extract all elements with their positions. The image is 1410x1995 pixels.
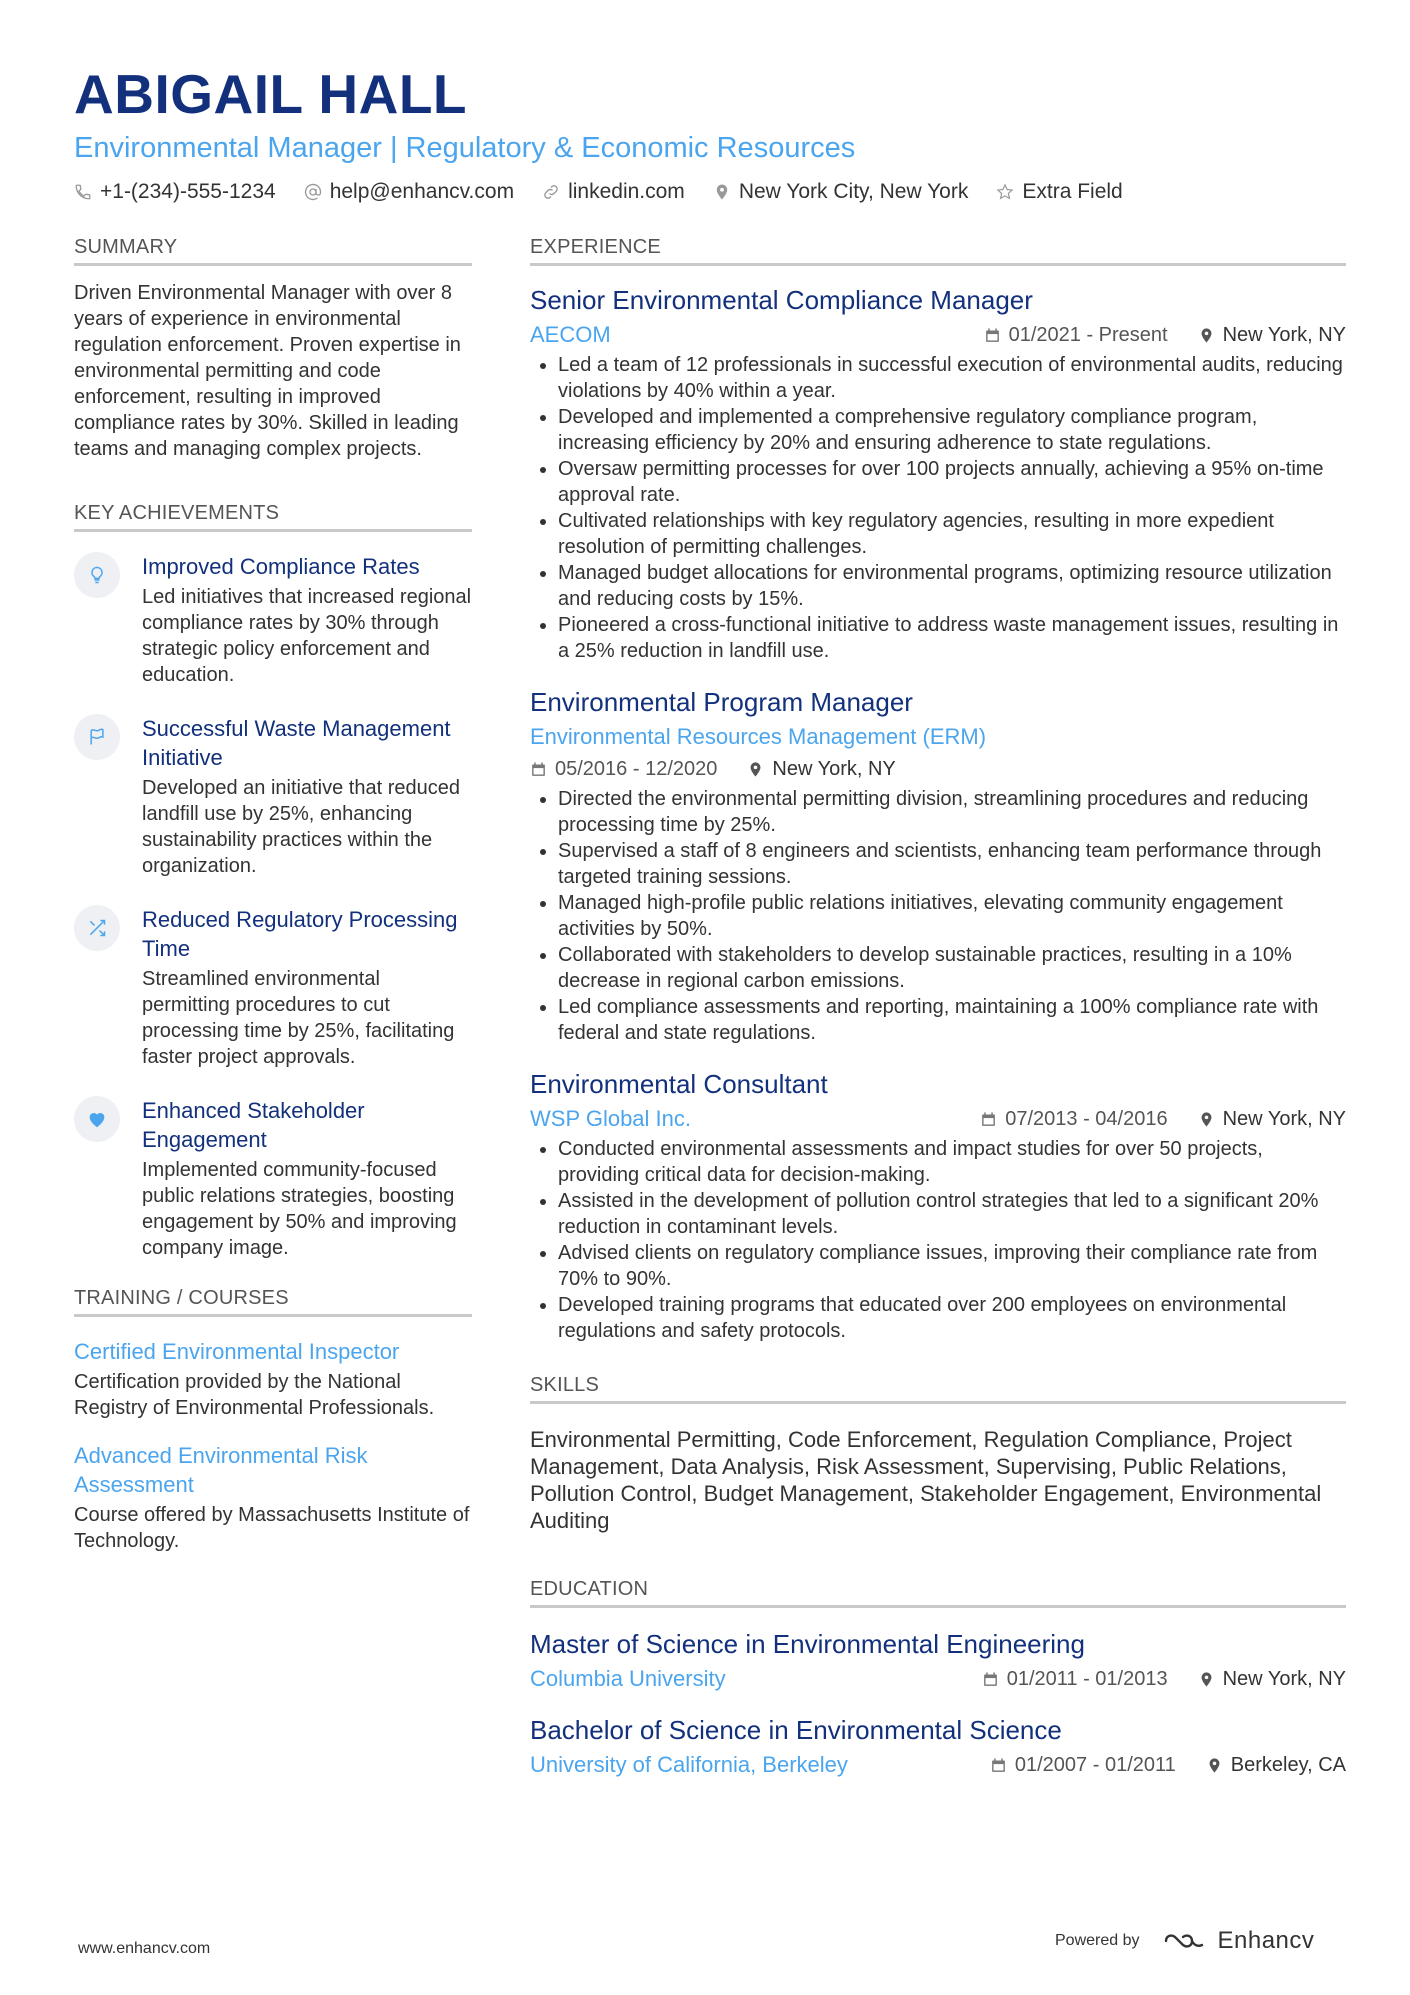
job-title: Senior Environmental Compliance Manager — [530, 285, 1033, 315]
star-icon — [996, 183, 1014, 201]
achievement-title: Improved Compliance Rates — [142, 554, 420, 579]
calendar-icon — [980, 1111, 997, 1128]
school-name: Columbia University — [530, 1666, 726, 1691]
job-bullets — [530, 1136, 1346, 1344]
education-heading: EDUCATION — [530, 1578, 1346, 1608]
calendar-icon — [982, 1671, 999, 1688]
location-text: New York City, New York — [738, 180, 969, 203]
job-bullets — [530, 786, 1346, 1046]
job-dates: 01/2021 - Present — [1008, 323, 1168, 346]
contact-extra — [996, 180, 1122, 204]
education-dates: 01/2007 - 01/2011 — [1014, 1753, 1176, 1776]
brand-name: Enhancv — [1217, 1927, 1315, 1954]
brand-logo[interactable] — [1162, 1927, 1315, 1955]
candidate-title: Environmental Manager | Regulatory & Economic Resources — [74, 132, 856, 164]
job-title: Environmental Program Manager — [530, 687, 913, 717]
experience-heading: EXPERIENCE — [530, 236, 1346, 266]
summary-heading: SUMMARY — [74, 236, 472, 266]
job-entry — [530, 686, 1346, 1046]
footer-website[interactable]: www.enhancv.com — [78, 1940, 211, 1957]
education-location: Berkeley, CA — [1230, 1753, 1346, 1776]
training-heading: TRAINING / COURSES — [74, 1287, 472, 1317]
footer-branding — [1055, 1927, 1314, 1955]
bullet-item: • Assisted in the development of pollution control strategies that led to a significant 20% reduction in contaminant levels. — [558, 1188, 1346, 1240]
bullet-item: • Oversaw permitting processes for over 100 projects annually, achieving a 95% on-time approval rate. — [558, 456, 1346, 508]
bullet-item: • Cultivated relationships with key regulatory agencies, resulting in more expedient resolution of permitting challenges. — [558, 508, 1346, 560]
job-location: New York, NY — [1222, 1107, 1346, 1130]
summary-text: Driven Environmental Manager with over 8 years of experience in environmental regulation enforcement. Proven expertise in environmental permitting and code enforcement, resulting in improved compliance rates by 30%. Skilled in leading teams and managing complex projects. — [74, 282, 461, 460]
achievement-description: Streamlined environmental permitting procedures to cut processing time by 25%, facilitating faster project approvals. — [142, 968, 455, 1068]
bullet-item: • Pioneered a cross-functional initiative to address waste management issues, resulting in a 25% reduction in landfill use. — [558, 612, 1346, 664]
achievement-item — [74, 905, 472, 1070]
job-bullets — [530, 352, 1346, 664]
email-text: help@enhancv.com — [329, 180, 515, 203]
bullet-item: • Developed and implemented a comprehensive regulatory compliance program, increasing efficiency by 20% and ensuring adherence to state regulations. — [558, 404, 1346, 456]
contact-linkedin[interactable] — [542, 180, 685, 204]
course-description: Course offered by Massachusetts Institute of Technology. — [74, 1504, 470, 1552]
bullet-item: • Advised clients on regulatory compliance issues, improving their compliance rate from 70% to 90%. — [558, 1240, 1346, 1292]
job-entry — [530, 280, 1346, 664]
course-title: Certified Environmental Inspector — [74, 1339, 400, 1364]
flag-icon — [74, 714, 120, 760]
company-name: AECOM — [530, 322, 611, 347]
bullet-item: • Led compliance assessments and reporting, maintaining a 100% compliance rate with federal and state regulations. — [558, 994, 1346, 1046]
education-entry — [530, 1622, 1346, 1694]
achievement-title: Reduced Regulatory Processing Time — [142, 907, 458, 961]
location-icon — [713, 183, 731, 201]
achievement-title: Successful Waste Management Initiative — [142, 716, 451, 770]
lightbulb-icon — [74, 552, 120, 598]
bullet-item: • Directed the environmental permitting division, streamlining procedures and reducing processing time by 25%. — [558, 786, 1346, 838]
location-icon — [1198, 327, 1215, 344]
resume-header — [74, 62, 1346, 204]
degree-title: Bachelor of Science in Environmental Science — [530, 1715, 1062, 1745]
candidate-name: ABIGAIL HALL — [74, 63, 468, 125]
skills-section — [530, 1374, 1346, 1534]
bullet-item: • Collaborated with stakeholders to develop sustainable practices, resulting in a 10% decrease in regional carbon emissions. — [558, 942, 1346, 994]
heart-icon — [74, 1096, 120, 1142]
extra-field-text: Extra Field — [1022, 180, 1123, 203]
skills-heading: SKILLS — [530, 1374, 1346, 1404]
bullet-item: • Conducted environmental assessments and impact studies for over 50 projects, providing critical data for decision-making. — [558, 1136, 1346, 1188]
education-dates: 01/2011 - 01/2013 — [1006, 1667, 1168, 1690]
location-icon — [1198, 1111, 1215, 1128]
achievement-item — [74, 714, 472, 879]
achievement-description: Led initiatives that increased regional compliance rates by 30% through strategic policy enforcement and education. — [142, 586, 472, 686]
powered-by-text: Powered by — [1055, 1932, 1140, 1949]
calendar-icon — [530, 761, 547, 778]
location-icon — [1206, 1757, 1223, 1774]
left-column — [74, 236, 472, 1574]
job-title: Environmental Consultant — [530, 1069, 828, 1099]
achievement-description: Implemented community-focused public relations strategies, boosting engagement by 50% and improving company image. — [142, 1159, 457, 1259]
skills-text: Environmental Permitting, Code Enforcement, Regulation Compliance, Project Management, Data Analysis, Risk Assessment, Supervising, Public Relations, Pollution Control, Budget Management, Stakeholder Engagement, Environmental Auditing — [530, 1427, 1322, 1533]
location-icon — [747, 761, 764, 778]
education-location: New York, NY — [1222, 1667, 1346, 1690]
summary-section — [74, 236, 472, 462]
location-icon — [1198, 1671, 1215, 1688]
job-location: New York, NY — [772, 757, 896, 780]
phone-icon — [74, 183, 92, 201]
enhancv-logo-icon — [1162, 1929, 1208, 1953]
job-dates: 07/2013 - 04/2016 — [1005, 1107, 1168, 1130]
phone-text: +1-(234)-555-1234 — [100, 180, 276, 203]
education-entry — [530, 1714, 1346, 1780]
bullet-item: • Supervised a staff of 8 engineers and scientists, enhancing team performance through targeted training sessions. — [558, 838, 1346, 890]
link-icon — [542, 183, 560, 201]
education-section — [530, 1578, 1346, 1780]
training-section — [74, 1287, 472, 1554]
course-description: Certification provided by the National Registry of Environmental Professionals. — [74, 1371, 435, 1419]
company-name: Environmental Resources Management (ERM) — [530, 724, 987, 749]
contact-list — [74, 180, 1346, 204]
achievement-item — [74, 1096, 472, 1261]
achievements-section — [74, 502, 472, 1261]
job-dates: 05/2016 - 12/2020 — [555, 757, 718, 780]
calendar-icon — [984, 327, 1001, 344]
degree-title: Master of Science in Environmental Engineering — [530, 1629, 1085, 1659]
contact-location — [713, 180, 969, 204]
linkedin-text: linkedin.com — [568, 180, 685, 203]
at-icon — [304, 183, 322, 201]
bullet-item: • Developed training programs that educated over 200 employees on environmental regulations and safety protocols. — [558, 1292, 1346, 1344]
experience-section — [530, 236, 1346, 1344]
school-name: University of California, Berkeley — [530, 1752, 848, 1777]
contact-email[interactable] — [304, 180, 514, 204]
bullet-item: • Managed budget allocations for environmental programs, optimizing resource utilization and reducing costs by 15%. — [558, 560, 1346, 612]
shuffle-icon — [74, 905, 120, 951]
bullet-item: • Led a team of 12 professionals in successful execution of environmental audits, reducing violations by 40% within a year. — [558, 352, 1346, 404]
job-location: New York, NY — [1222, 323, 1346, 346]
job-entry — [530, 1068, 1346, 1344]
achievements-heading: KEY ACHIEVEMENTS — [74, 502, 472, 532]
achievement-title: Enhanced Stakeholder Engagement — [142, 1098, 365, 1152]
course-title: Advanced Environmental Risk Assessment — [74, 1443, 368, 1497]
achievement-item — [74, 552, 472, 688]
contact-phone[interactable] — [74, 180, 276, 204]
calendar-icon — [990, 1757, 1007, 1774]
right-column — [530, 236, 1346, 1800]
bullet-item: • Managed high-profile public relations initiatives, elevating community engagement activities by 50%. — [558, 890, 1346, 942]
company-name: WSP Global Inc. — [530, 1106, 691, 1131]
achievement-description: Developed an initiative that reduced landfill use by 25%, enhancing sustainability practices within the organization. — [142, 777, 460, 877]
